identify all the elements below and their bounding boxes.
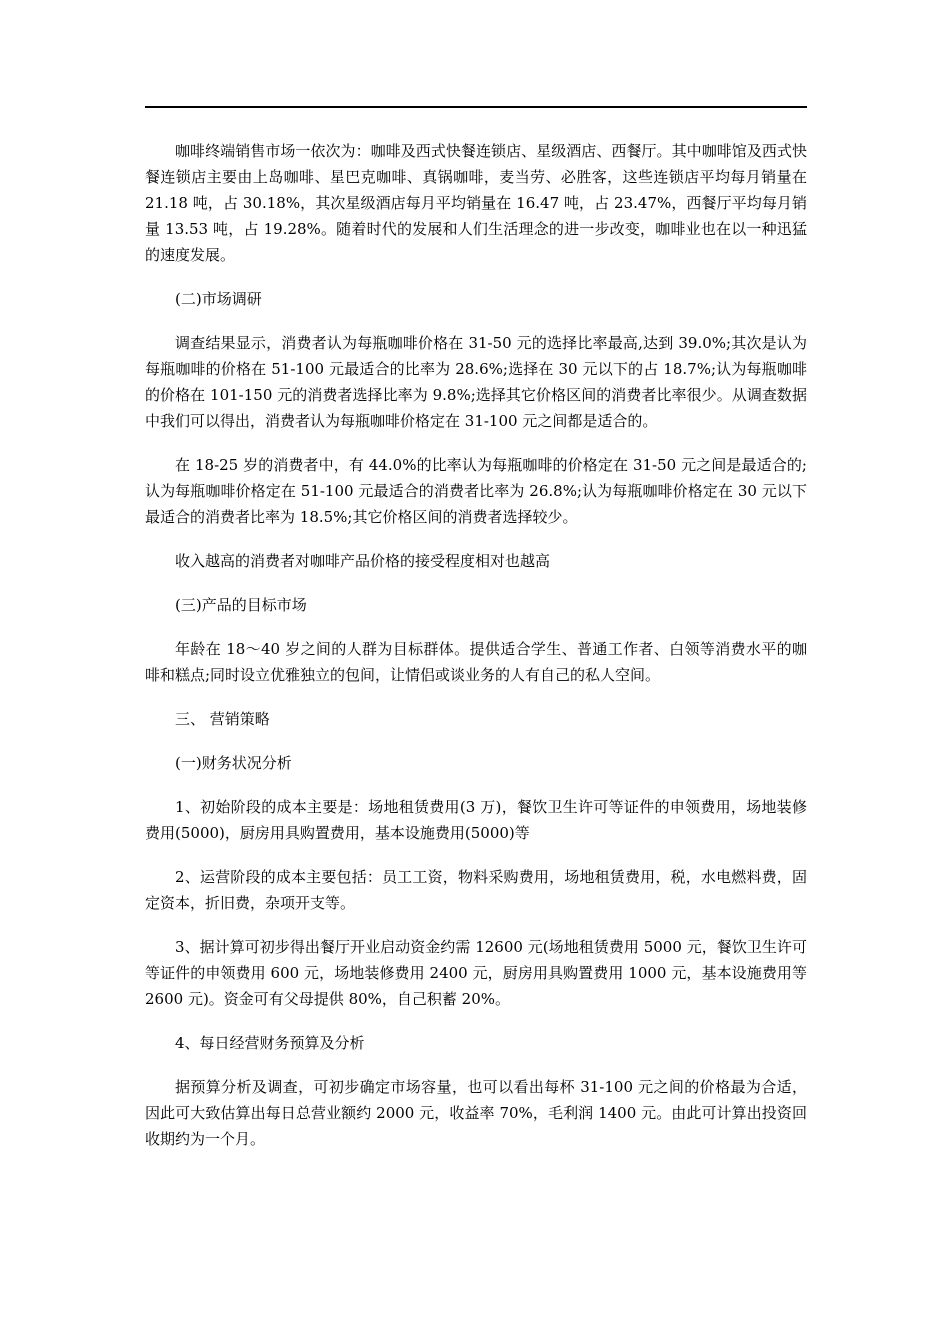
paragraph-age-18-25: 在 18-25 岁的消费者中，有 44.0%的比率认为每瓶咖啡的价格定在 31-50 元之间是最适合的;认为每瓶咖啡价格定在 51-100 元最适合的消费者比率为 26.8%;认为每瓶咖啡价格定在 30 元以下最适合的消费者比率为 18.5%;其它价格区间的消费者选择较少。 [145,456,807,526]
paragraph-survey-results: 调查结果显示，消费者认为每瓶咖啡价格在 31-50 元的选择比率最高,达到 39.0%;其次是认为每瓶咖啡的价格在 51-100 元最适合的比率为 28.6%;选择在 30 元以下的占 18.7%;认为每瓶咖啡的价格在 101-150 元的消费者选择比率为 9.8%;选择其它价格区间的消费者比率很少。从调查数据中我们可以得出，消费者认为每瓶咖啡价格定在 31-100 元之间都是适合的。 [145,334,807,430]
paragraph-operating-costs: 2、运营阶段的成本主要包括：员工工资，物料采购费用，场地租赁费用，税，水电燃料费，固定资本，折旧费，杂项开支等。 [145,868,807,912]
paragraph-startup-capital: 3、据计算可初步得出餐厅开业启动资金约需 12600 元(场地租赁费用 5000 元，餐饮卫生许可等证件的申领费用 600 元，场地装修费用 2400 元，厨房用具购置费用 1000 元，基本设施费用等 2600 元)。资金可有父母提供 80%，自己积蓄 20%。 [145,938,807,1008]
section-heading-marketing-strategy: 三、 营销策略 [175,710,270,728]
paragraph-target-group: 年龄在 18～40 岁之间的人群为目标群体。提供适合学生、普通工作者、白领等消费水平的咖啡和糕点;同时设立优雅独立的包间，让情侣或谈业务的人有自己的私人空间。 [145,640,807,684]
section-heading-market-research: (二)市场调研 [175,290,262,308]
document-body [145,138,807,1170]
section-heading-financial-analysis: (一)财务状况分析 [175,754,292,772]
section-heading-daily-budget: 4、每日经营财务预算及分析 [175,1034,365,1052]
paragraph-initial-costs: 1、初始阶段的成本主要是：场地租赁费用(3 万)，餐饮卫生许可等证件的申领费用，场地装修费用(5000)，厨房用具购置费用，基本设施费用(5000)等 [145,798,807,842]
header-rule [145,106,807,108]
paragraph-budget-analysis: 据预算分析及调查，可初步确定市场容量，也可以看出每杯 31-100 元之间的价格最为合适，因此可大致估算出每日总营业额约 2000 元，收益率 70%，毛利润 1400 元。由此可计算出投资回收期约为一个月。 [145,1078,807,1148]
section-heading-target-market: (三)产品的目标市场 [175,596,307,614]
paragraph-sales-market: 咖啡终端销售市场一依次为：咖啡及西式快餐连锁店、星级酒店、西餐厅。其中咖啡馆及西式快餐连锁店主要由上岛咖啡、星巴克咖啡、真锅咖啡，麦当劳、必胜客，这些连锁店平均每月销量在 21.18 吨，占 30.18%，其次星级酒店每月平均销量在 16.47 吨，占 23.47%，西餐厅平均每月销量 13.53 吨，占 19.28%。随着时代的发展和人们生活理念的进一步改变，咖啡业也在以一种迅猛的速度发展。 [145,142,807,264]
paragraph-income: 收入越高的消费者对咖啡产品价格的接受程度相对也越高 [175,552,551,570]
